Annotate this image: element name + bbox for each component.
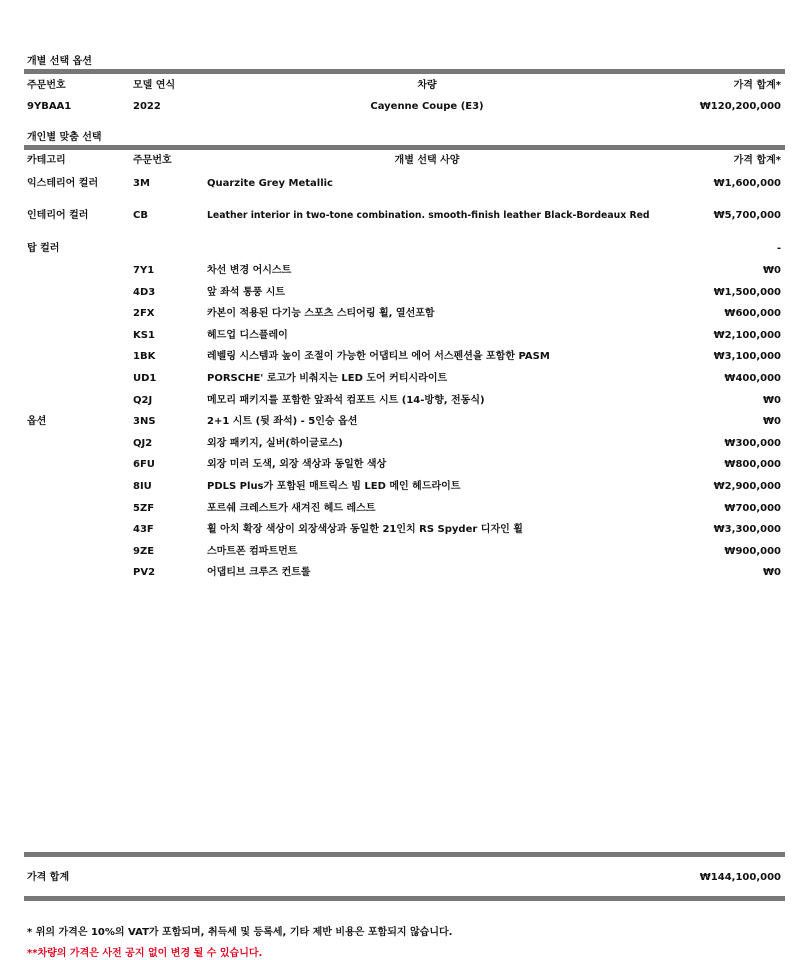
option-desc: 스마트폰 컴파트먼트 <box>207 545 298 557</box>
option-desc: 2+1 시트 (뒷 좌석) - 5인승 옵션 <box>207 416 358 428</box>
option-code: CB <box>133 210 148 221</box>
option-code: Q2J <box>133 394 153 406</box>
option-code: PV2 <box>133 567 156 579</box>
option-desc: 레벨링 시스템과 높이 조절이 가능한 어댑티브 에어 서스펜션을 포함한 PASM <box>207 351 550 363</box>
header-category: 카테고리 <box>27 155 66 166</box>
header-vehicle: 차량 <box>417 80 437 91</box>
option-desc: PORSCHE' 로고가 비춰지는 LED 도어 커티시라이트 <box>207 373 448 384</box>
exterior-color-row <box>24 177 785 191</box>
vehicle-price: ₩120,200,000 <box>699 101 781 112</box>
option-row <box>24 502 785 516</box>
option-price: ₩5,700,000 <box>713 210 781 221</box>
option-code: KS1 <box>133 329 155 341</box>
option-code: 3NS <box>133 416 156 428</box>
option-code: 3M <box>133 178 150 189</box>
option-row <box>24 480 785 494</box>
option-desc: 어댑티브 크루즈 컨트롤 <box>207 567 311 579</box>
option-row <box>24 286 785 300</box>
vehicle-section-title: 개별 선택 옵션 <box>27 56 92 67</box>
category-label: 인테리어 컬러 <box>27 210 89 221</box>
total-value: ₩144,100,000 <box>699 872 781 883</box>
option-code: UD1 <box>133 373 157 384</box>
option-code: 1BK <box>133 351 156 363</box>
option-row <box>24 372 785 386</box>
option-code: 7Y1 <box>133 265 155 276</box>
total-row <box>24 871 785 885</box>
category-label: 옵션 <box>27 416 47 427</box>
interior-color-row <box>24 209 785 223</box>
option-price: ₩1,600,000 <box>713 178 781 189</box>
option-desc: 앞 좌석 통풍 시트 <box>207 286 286 298</box>
option-desc: 포르쉐 크레스트가 새겨진 헤드 레스트 <box>207 502 376 514</box>
header-total: 가격 합계* <box>733 80 781 91</box>
option-price: ₩0 <box>763 567 781 579</box>
option-price: ₩600,000 <box>724 308 781 320</box>
option-code: 6FU <box>133 459 155 471</box>
option-price: ₩900,000 <box>724 545 781 557</box>
option-price: ₩800,000 <box>724 459 781 471</box>
option-price: ₩3,300,000 <box>713 524 781 536</box>
option-code: 8IU <box>133 481 152 492</box>
category-label: 탑 컬러 <box>27 243 60 254</box>
custom-header-row <box>24 154 785 168</box>
category-label: 익스테리어 컬러 <box>27 178 99 189</box>
option-row <box>24 437 785 451</box>
option-price: ₩400,000 <box>724 373 781 384</box>
vat-note: * 위의 가격은 10%의 VAT가 포함되며, 취득세 및 등록세, 기타 제반 비용은 포함되지 않습니다. <box>27 927 453 938</box>
total-divider <box>24 852 785 857</box>
option-row <box>24 415 785 429</box>
option-desc: 외장 미러 도색, 외장 색상과 동일한 색상 <box>207 459 387 471</box>
option-desc: 메모리 패키지를 포함한 앞좌석 컴포트 시트 (14-방향, 전동식) <box>207 394 485 406</box>
option-code: 9ZE <box>133 545 155 557</box>
top-color-row <box>24 242 785 256</box>
option-row <box>24 458 785 472</box>
option-desc: 헤드업 디스플레이 <box>207 329 288 341</box>
option-price: ₩0 <box>763 416 781 428</box>
option-row <box>24 394 785 408</box>
option-desc: Quarzite Grey Metallic <box>207 178 333 189</box>
option-row <box>24 523 785 537</box>
header-total: 가격 합계* <box>733 155 781 166</box>
option-row <box>24 329 785 343</box>
vehicle-name: Cayenne Coupe (E3) <box>370 101 484 112</box>
option-desc: Leather interior in two-tone combination. smooth-finish leather Black-Bordeaux Red <box>207 210 650 221</box>
option-row <box>24 350 785 364</box>
option-code: 5ZF <box>133 502 155 514</box>
option-desc: 카본이 적용된 다기능 스포츠 스티어링 휠, 열선포함 <box>207 308 435 320</box>
option-desc: 휠 아치 확장 색상이 외장색상과 동일한 21인치 RS Spyder 디자인 휠 <box>207 524 523 536</box>
option-price: ₩3,100,000 <box>713 351 781 363</box>
option-price: ₩300,000 <box>724 437 781 449</box>
option-desc: PDLS Plus가 포함된 매트릭스 빔 LED 메인 헤드라이트 <box>207 481 461 492</box>
option-row <box>24 307 785 321</box>
price-change-warning: **차량의 가격은 사전 공지 없이 변경 될 수 있습니다. <box>27 948 263 959</box>
vehicle-row <box>24 100 785 114</box>
header-spec: 개별 선택 사양 <box>394 155 460 166</box>
section-divider <box>24 145 785 150</box>
option-price: ₩2,900,000 <box>713 481 781 492</box>
option-row <box>24 545 785 559</box>
option-code: 43F <box>133 524 154 536</box>
header-order-no: 주문번호 <box>27 80 66 91</box>
option-code: 4D3 <box>133 286 156 298</box>
option-price: ₩1,500,000 <box>713 286 781 298</box>
option-desc: 차선 변경 어시스트 <box>207 265 292 276</box>
header-model-year: 모델 연식 <box>133 80 176 91</box>
option-price: ₩2,100,000 <box>713 329 781 341</box>
option-price: ₩0 <box>763 265 781 276</box>
section-divider <box>24 69 785 74</box>
option-row <box>24 566 785 580</box>
header-order-no: 주문번호 <box>133 155 172 166</box>
custom-section-title: 개인별 맞춤 선택 <box>27 132 102 143</box>
vehicle-model-year: 2022 <box>133 101 161 112</box>
option-code: QJ2 <box>133 437 153 449</box>
option-price: ₩0 <box>763 394 781 406</box>
total-label: 가격 합계 <box>27 872 70 883</box>
option-code: 2FX <box>133 308 155 320</box>
total-divider <box>24 896 785 901</box>
vehicle-order-no: 9YBAA1 <box>27 101 72 112</box>
option-price: - <box>776 243 781 254</box>
option-row <box>24 264 785 278</box>
option-desc: 외장 패키지, 실버(하이글로스) <box>207 437 343 449</box>
option-price: ₩700,000 <box>724 502 781 514</box>
vehicle-header-row <box>24 79 785 93</box>
